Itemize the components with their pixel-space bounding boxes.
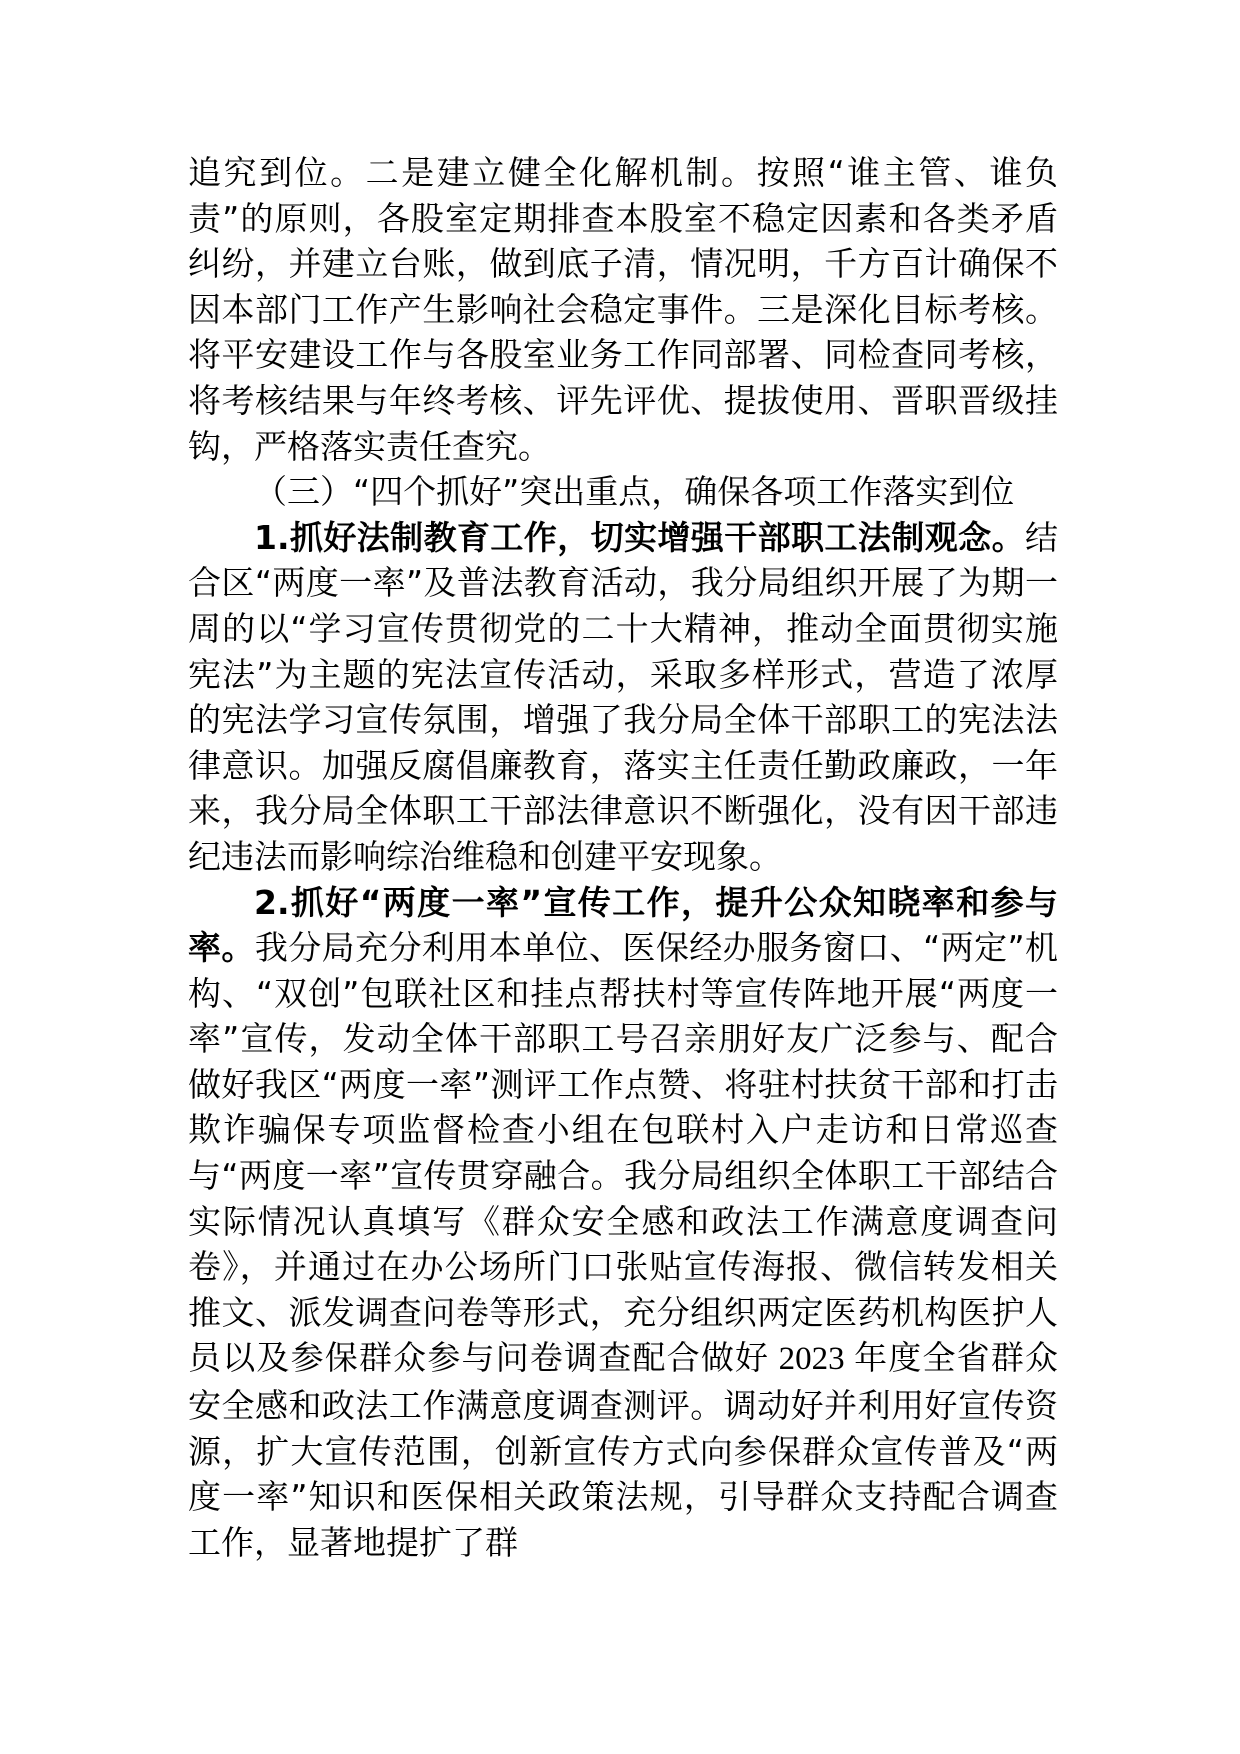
- item-body-year: 2023: [769, 1341, 855, 1378]
- item-body-publicity-part1: 我分局充分利用本单位、医保经办服务窗口、“两定”机构、“双创”包联社区和挂点帮扶村等宣传阵地开展“两度一率”宣传，发动全体干部职工号召亲朋好友广泛参与、配合做好我区“两度一率”测评工作点赞、将驻村扶贫干部和打击欺诈骗保专项监督检查小组在包联村入户走访和日常巡查与“两度一率”宣传贯穿融合。我分局组织全体职工干部结合实际情况认真填写《群众安全感和政法工作满意度调查问卷》，并通过在办公场所门口张贴宣传海报、微信转发相关推文、派发调查问卷等形式，充分组织两定医药机构医护人员以及参保群众参与问卷调查配合做好: [188, 928, 1059, 1378]
- document-page: [188, 150, 1058, 1565]
- paragraph-publicity: [188, 880, 1058, 1566]
- section-heading-four-focuses: （三）“四个抓好”突出重点，确保各项工作落实到位: [254, 472, 1015, 512]
- paragraph-target-assessment: 追究到位。二是建立健全化解机制。按照“谁主管、谁负责”的原则，各股室定期排查本股室不稳定因素和各类矛盾纠纷，并建立台账，做到底子清，情况明，千方百计确保不因本部门工作产生影响社会稳定事件。三是深化目标考核。将平安建设工作与各股室业务工作同部署、同检查同考核，将考核结果与年终考核、评先评优、提拔使用、晋职晋级挂钩，严格落实责任查究。: [188, 153, 1058, 466]
- item-heading-publicity: 2.抓好“两度一率”宣传工作，提升公众知晓率和参与率。: [188, 882, 1058, 968]
- item-heading-legal-education: 1.抓好法制教育工作，切实增强干部职工法制观念。: [254, 517, 1025, 557]
- item-body-publicity-part2: 年度全省群众安全感和政法工作满意度调查测评。调动好并利用好宣传资源，扩大宣传范围，创新宣传方式向参保群众宣传普及“两度一率”知识和医保相关政策法规，引导群众支持配合调查工作，显著地提扩了群: [188, 1338, 1058, 1562]
- item-body-legal-education: 结合区“两度一率”及普法教育活动，我分局组织开展了为期一周的以“学习宣传贯彻党的二十大精神，推动全面贯彻实施宪法”为主题的宪法宣传活动，采取多样形式，营造了浓厚的宪法学习宣传氛围，增强了我分局全体干部职工的宪法法律意识。加强反腐倡廉教育，落实主任责任勤政廉政，一年来，我分局全体职工干部法律意识不断强化，没有因干部违纪违法而影响综治维稳和创建平安现象。: [188, 517, 1058, 876]
- paragraph-legal-education: [188, 515, 1058, 880]
